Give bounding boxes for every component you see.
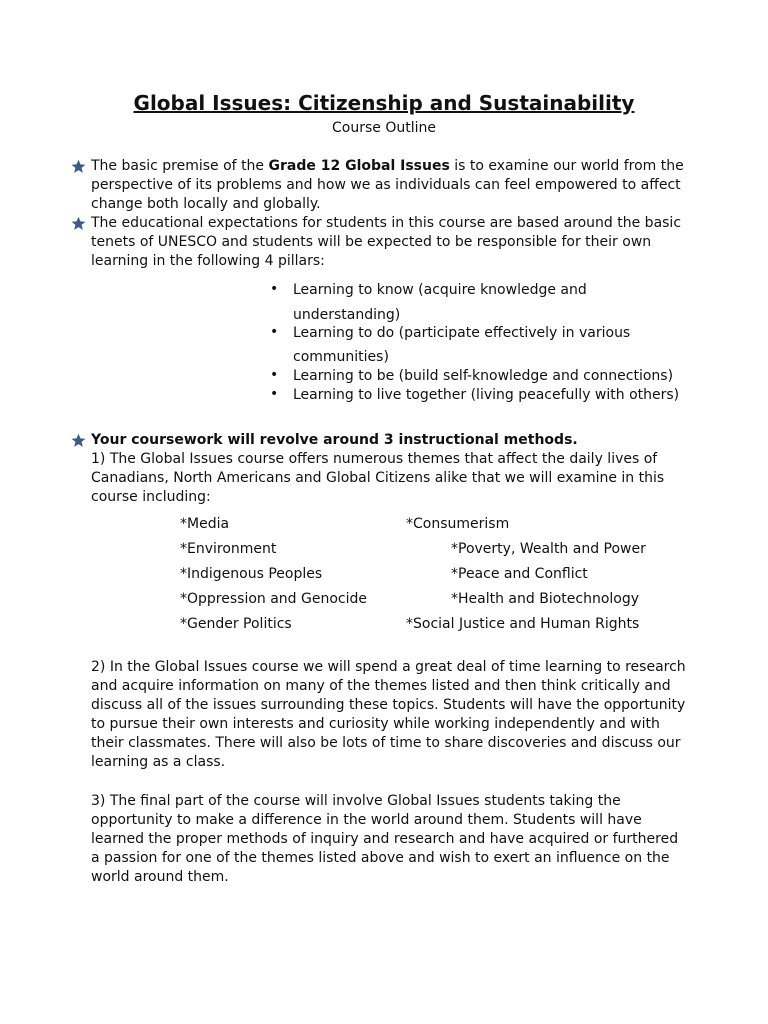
pillar-item-continued: understanding) <box>293 307 401 323</box>
star-shape <box>72 160 86 173</box>
method2-line: and acquire information on many of the themes listed and then think critically and <box>91 678 671 694</box>
method1-line2: Canadians, North Americans and Global Citizens alike that we will examine in this <box>91 470 665 486</box>
theme-item: *Poverty, Wealth and Power <box>451 541 646 557</box>
star-shape <box>72 434 86 447</box>
method1-line1: 1) The Global Issues course offers numerous themes that affect the daily lives of <box>91 451 658 467</box>
star-bullet-icon <box>71 433 86 448</box>
star-bullet-icon <box>71 159 86 174</box>
theme-item: *Social Justice and Human Rights <box>406 616 640 632</box>
pillar-bullet: • <box>270 324 279 340</box>
document-title: Global Issues: Citizenship and Sustainability <box>133 91 635 115</box>
method3-line: opportunity to make a difference in the world around them. Students will have <box>91 812 642 828</box>
method2-line: discuss all of the issues surrounding these topics. Students will have the opportunity <box>91 697 686 713</box>
pillar-item-continued: communities) <box>293 349 389 365</box>
coursework-heading: Your coursework will revolve around 3 instructional methods. <box>91 432 578 448</box>
method3-line: learned the proper methods of inquiry and research and have acquired or furthered <box>91 831 679 847</box>
theme-item: *Health and Biotechnology <box>451 591 640 607</box>
method1-line3: course including: <box>91 489 211 505</box>
pillar-item: Learning to know (acquire knowledge and <box>293 282 587 298</box>
point2-line1: The educational expectations for students in this course are based around the basic <box>91 215 682 231</box>
pillar-bullet: • <box>270 386 279 402</box>
point2-line3: learning in the following 4 pillars: <box>91 253 325 269</box>
pillar-bullet: • <box>270 281 279 297</box>
method3-line: a passion for one of the themes listed above and wish to exert an influence on the <box>91 850 670 866</box>
point1-line1 <box>91 157 684 176</box>
point2-line2: tenets of UNESCO and students will be expected to be responsible for their own <box>91 234 652 250</box>
theme-item: *Gender Politics <box>180 616 292 632</box>
method2-line: learning as a class. <box>91 754 226 770</box>
method3-line: 3) The final part of the course will involve Global Issues students taking the <box>91 793 621 809</box>
pillar-item: Learning to live together (living peacefully with others) <box>293 387 680 403</box>
point1-text-bold: Grade 12 Global Issues <box>268 158 450 174</box>
point1-line2: perspective of its problems and how we as individuals can feel empowered to affect <box>91 177 681 193</box>
method2-line: their classmates. There will also be lots of time to share discoveries and discuss our <box>91 735 681 751</box>
theme-item: *Indigenous Peoples <box>180 566 323 582</box>
point1-line3: change both locally and globally. <box>91 196 321 212</box>
point1-text-pre: The basic premise of the <box>91 158 269 174</box>
theme-item: *Media <box>180 516 230 532</box>
star-bullet-icon <box>71 216 86 231</box>
star-shape <box>72 217 86 230</box>
pillar-bullet: • <box>270 367 279 383</box>
method3-line: world around them. <box>91 869 229 885</box>
method2-line: to pursue their own interests and curiosity while working independently and with <box>91 716 660 732</box>
pillar-item: Learning to be (build self-knowledge and connections) <box>293 368 674 384</box>
theme-item: *Oppression and Genocide <box>180 591 367 607</box>
pillar-item: Learning to do (participate effectively in various <box>293 325 631 341</box>
document-subtitle: Course Outline <box>332 120 436 136</box>
theme-item: *Peace and Conflict <box>451 566 588 582</box>
point1-text-post: is to examine our world from the <box>449 158 684 174</box>
theme-item: *Environment <box>180 541 277 557</box>
theme-item: *Consumerism <box>406 516 510 532</box>
method2-line: 2) In the Global Issues course we will spend a great deal of time learning to research <box>91 659 686 675</box>
